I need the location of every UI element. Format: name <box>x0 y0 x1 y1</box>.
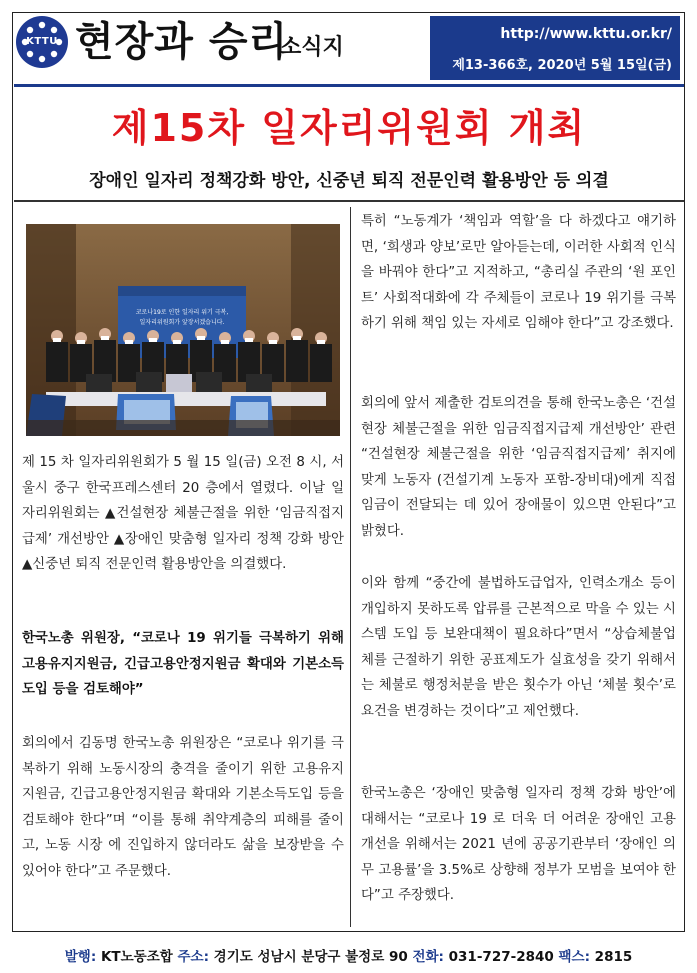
header-rule <box>14 84 684 87</box>
website-url[interactable]: http://www.kttu.or.kr/ <box>500 26 672 42</box>
meeting-photo <box>26 224 340 436</box>
article-paragraph: 제 15 차 일자리위원회가 5 월 15 일(금) 오전 8 시, 서울시 중구 한국프레스센터 20 층에서 열렸다. 이날 일자리위원회는 ▲건설현장 체불근절을 위한 ‘임금직접지급제’ 개선방안 ▲장애인 맞춤형 일자리 정책 강화 방안 ▲신중년 퇴직 전문인력 활용방안을 의결했다. <box>22 455 344 572</box>
logo-text: KTTU <box>26 36 58 47</box>
newsletter-brand-sub: 소식지 <box>280 34 344 60</box>
header-info-box <box>430 16 680 80</box>
publisher: KT노동조합 <box>100 949 173 965</box>
article-paragraph: 회의에 앞서 제출한 검토의견을 통해 한국노총은 ‘건설현장 체불근절을 위한 임금직접지급제 개선방안’ 관련 “건설현장 체불근절을 위한 ‘임금직접지급제’ 취지에 맞게 노동자 (건설기계 노동자 포함-장비대)에게 직접 임금이 전달되는 데 있어 장애물이 있으면 안된다”고 밝혔다. <box>361 396 677 539</box>
fax: 2815 <box>594 949 633 965</box>
phone-label: 전화: <box>412 949 444 965</box>
address: 경기도 성남시 분당구 불정로 90 <box>213 949 408 965</box>
column-divider <box>350 207 351 927</box>
article-title: 제15차 일자리위원회 개최 <box>111 106 587 150</box>
publisher-label: 발행: <box>64 949 97 965</box>
address-label: 주소: <box>177 949 209 965</box>
section-heading: 한국노총 위원장, “코로나 19 위기들 극복하기 위해 고용유지지원금, 긴급고용안정지원금 확대와 기본소득 도입 등을 검토해야” <box>22 631 344 697</box>
article-paragraph: 한국노총은 ‘장애인 맞춤형 일자리 정책 강화 방안’에 대해서는 “코로나 19 로 더욱 더 어려운 장애인 고용개선을 위해서는 2021 년에 공공기관부터 ‘장애인 의무 고용률’을 3.5%로 상향해 정부가 모범을 보여야 한다”고 주장했다. <box>361 786 676 903</box>
issue-date: 제13-366호, 2020년 5월 15일(금) <box>452 58 672 73</box>
article-paragraph: 회의에서 김동명 한국노총 위원장은 “코로나 위기를 극복하기 위해 노동시장의 충격을 줄이기 위한 고용유지지원금, 긴급고용안정지원금 확대와 기본소득도입 등을 검토해야 한다”며 “이를 통해 취약계층의 피해를 줄이고, 노동 시장 에 진입하지 않더라도 삶을 보장받을 수 있어야 한다”고 주문했다. <box>22 736 344 879</box>
banner-line-1: 코로나19로 인한 일자리 위기 극복, <box>135 309 229 316</box>
kttu-logo <box>16 16 68 68</box>
phone: 031-727-2840 <box>448 949 554 965</box>
footer <box>0 945 697 965</box>
title-rule <box>14 200 684 202</box>
meeting-photo-illustration <box>26 224 340 436</box>
newsletter-brand: 현장과 승리 <box>75 18 289 65</box>
fax-label: 팩스: <box>558 949 590 965</box>
article-subtitle: 장애인 일자리 정책강화 방안, 신중년 퇴직 전문인력 활용방안 등 의결 <box>89 171 609 191</box>
article-paragraph: 이와 함께 “중간에 불법하도급업자, 인력소개소 등이 개입하지 못하도록 압류를 근본적으로 막을 수 있는 시스템 도입 등 보완대책이 필요하다”면서 “상습체불업체를 근절하기 위한 공표제도가 실효성을 갖기 위해서는 체불로 행정처분을 받은 횟수가 아닌 ‘체불 횟수’로 요건을 변경하는 것이다”고 제언했다. <box>361 576 676 719</box>
article-paragraph: 특히 “노동계가 ‘책임과 역할’을 다 하겠다고 얘기하면, ‘희생과 양보’로만 알아듣는데, 이러한 사회적 인식을 바꿔야 한다”고 지적하고, “총리실 주관의 ‘원 포인트’ 사회적대화에 각 주체들이 코로나 19 위기를 극복하기 위해 책임 있는 자세로 임해야 한다”고 강조했다. <box>361 214 676 331</box>
banner-line-2: 일자리위원회가 앞장서겠습니다. <box>139 319 225 326</box>
